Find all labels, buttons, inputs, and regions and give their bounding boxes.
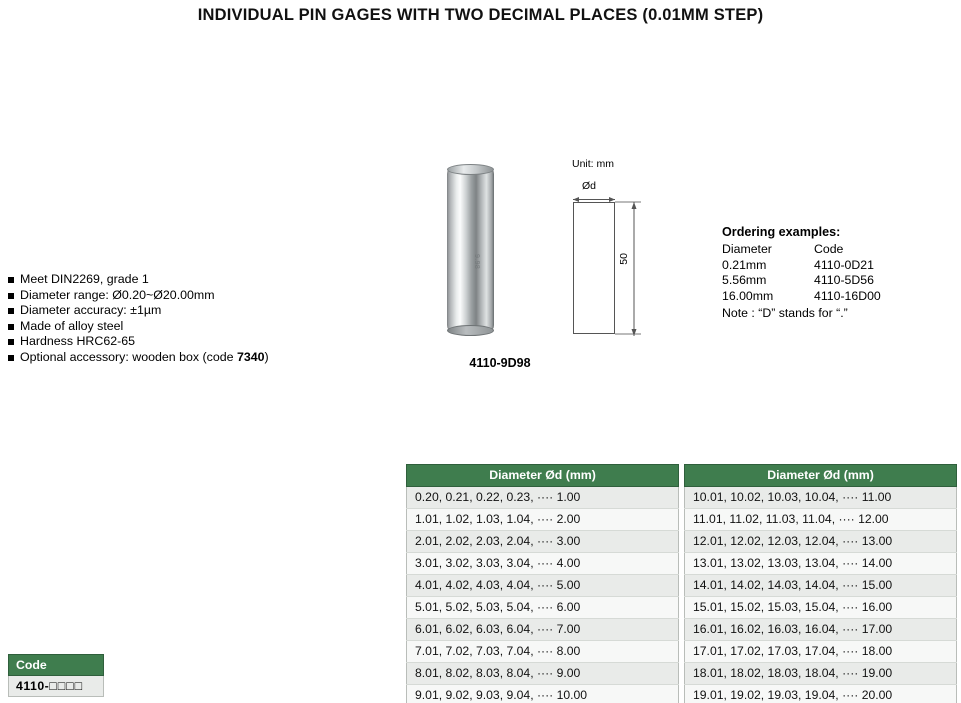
list-item xyxy=(8,288,348,304)
pin-body xyxy=(447,168,494,331)
table-row xyxy=(685,641,957,663)
table-cell: 5.01, 5.02, 5.03, 5.04, ···· 6.00 xyxy=(407,597,679,619)
table-row xyxy=(407,553,679,575)
table-header-row xyxy=(407,465,679,487)
table-cell: 13.01, 13.02, 13.03, 13.04, ···· 14.00 xyxy=(685,553,957,575)
ordering-examples xyxy=(722,225,952,322)
ordering-code: 4110-16D00 xyxy=(814,289,881,304)
gage-outline-rect xyxy=(573,202,615,334)
table-cell: 7.01, 7.02, 7.03, 7.04, ···· 8.00 xyxy=(407,641,679,663)
table-row xyxy=(407,619,679,641)
bullet-icon xyxy=(8,339,14,345)
code-placeholder-boxes: □□□□ xyxy=(49,679,83,693)
ordering-note: Note : “D” stands for “.” xyxy=(722,305,848,320)
table-cell: 17.01, 17.02, 17.03, 17.04, ···· 18.00 xyxy=(685,641,957,663)
page-title: INDIVIDUAL PIN GAGES WITH TWO DECIMAL PLACES (0.01MM STEP) xyxy=(197,6,764,24)
unit-label: Unit: mm xyxy=(572,158,614,170)
bullet-icon xyxy=(8,308,14,314)
bullet-icon xyxy=(8,324,14,330)
bullet-icon xyxy=(8,293,14,299)
diameter-label: Ød xyxy=(582,180,597,192)
table-cell: 8.01, 8.02, 8.03, 8.04, ···· 9.00 xyxy=(407,663,679,685)
feature-text: Optional accessory: wooden box (code 7340) xyxy=(20,349,269,364)
table-row xyxy=(685,619,957,641)
ordering-row xyxy=(722,273,952,289)
table-cell: 11.01, 11.02, 11.03, 11.04, ···· 12.00 xyxy=(685,509,957,531)
list-item xyxy=(8,272,348,288)
feature-text: Made of alloy steel xyxy=(20,318,124,333)
table-row xyxy=(407,663,679,685)
pin-bottom-face xyxy=(447,325,494,336)
table-row xyxy=(407,531,679,553)
feature-text: Hardness HRC62-65 xyxy=(20,334,136,348)
table-cell: 15.01, 15.02, 15.03, 15.04, ···· 16.00 xyxy=(685,597,957,619)
table-row xyxy=(685,663,957,685)
table-row xyxy=(407,641,679,663)
code-prefix: 4110- xyxy=(16,679,50,693)
code-box-value xyxy=(8,676,104,697)
ordering-header-diameter: Diameter xyxy=(722,241,772,256)
feature-text: Diameter accuracy: ±1µm xyxy=(20,303,162,317)
table-row xyxy=(407,487,679,509)
ordering-diameter: 0.21mm xyxy=(722,257,767,272)
dimension-drawing xyxy=(560,158,700,348)
list-item xyxy=(8,319,348,335)
table-row xyxy=(685,509,957,531)
table-cell: 6.01, 6.02, 6.03, 6.04, ···· 7.00 xyxy=(407,619,679,641)
pin-gage-illustration xyxy=(420,168,540,368)
length-label: 50 xyxy=(618,253,630,265)
diameter-table-left xyxy=(406,464,679,703)
pin-code-caption: 4110-9D98 xyxy=(469,356,531,370)
table-cell: 12.01, 12.02, 12.03, 12.04, ···· 13.00 xyxy=(685,531,957,553)
bullet-icon xyxy=(8,355,14,361)
ordering-code: 4110-5D56 xyxy=(814,273,874,288)
list-item xyxy=(8,303,348,319)
ordering-code: 4110-0D21 xyxy=(814,257,874,272)
list-item xyxy=(8,334,348,350)
table-header-cell: Diameter Ød (mm) xyxy=(685,465,957,487)
feature-text: Meet DIN2269, grade 1 xyxy=(20,272,149,286)
table-cell: 4.01, 4.02, 4.03, 4.04, ···· 5.00 xyxy=(407,575,679,597)
table-row xyxy=(407,597,679,619)
ordering-heading: Ordering examples: xyxy=(722,225,841,239)
table-row xyxy=(685,487,957,509)
table-row xyxy=(685,575,957,597)
table-header-cell: Diameter Ød (mm) xyxy=(407,465,679,487)
table-header-row xyxy=(685,465,957,487)
table-row xyxy=(685,685,957,703)
table-row xyxy=(685,553,957,575)
ordering-diameter: 5.56mm xyxy=(722,273,767,288)
pin-top-face xyxy=(447,164,494,175)
ordering-header-code: Code xyxy=(814,241,844,256)
table-cell: 3.01, 3.02, 3.03, 3.04, ···· 4.00 xyxy=(407,553,679,575)
table-cell: 19.01, 19.02, 19.03, 19.04, ···· 20.00 xyxy=(685,685,957,703)
feature-list xyxy=(8,272,348,365)
table-row xyxy=(685,531,957,553)
table-row xyxy=(685,597,957,619)
ordering-row xyxy=(722,258,952,274)
ordering-column-headers xyxy=(722,242,952,258)
table-row xyxy=(407,685,679,703)
bullet-icon xyxy=(8,277,14,283)
code-box-header: Code xyxy=(8,654,104,676)
table-cell: 0.20, 0.21, 0.22, 0.23, ···· 1.00 xyxy=(407,487,679,509)
list-item xyxy=(8,350,348,366)
pin-engraving-label: 9.98 xyxy=(473,254,480,270)
ordering-row xyxy=(722,289,952,305)
table-cell: 18.01, 18.02, 18.03, 18.04, ···· 19.00 xyxy=(685,663,957,685)
table-cell: 16.01, 16.02, 16.03, 16.04, ···· 17.00 xyxy=(685,619,957,641)
table-cell: 2.01, 2.02, 2.03, 2.04, ···· 3.00 xyxy=(407,531,679,553)
table-cell: 10.01, 10.02, 10.03, 10.04, ···· 11.00 xyxy=(685,487,957,509)
table-row xyxy=(407,509,679,531)
table-cell: 9.01, 9.02, 9.03, 9.04, ···· 10.00 xyxy=(407,685,679,703)
diameter-table-right xyxy=(684,464,957,703)
length-dimension-arrow xyxy=(626,198,642,340)
code-box xyxy=(8,654,104,697)
feature-text: Diameter range: Ø0.20~Ø20.00mm xyxy=(20,287,215,302)
table-cell: 14.01, 14.02, 14.03, 14.04, ···· 15.00 xyxy=(685,575,957,597)
table-cell: 1.01, 1.02, 1.03, 1.04, ···· 2.00 xyxy=(407,509,679,531)
ordering-diameter: 16.00mm xyxy=(722,289,774,304)
table-row xyxy=(407,575,679,597)
